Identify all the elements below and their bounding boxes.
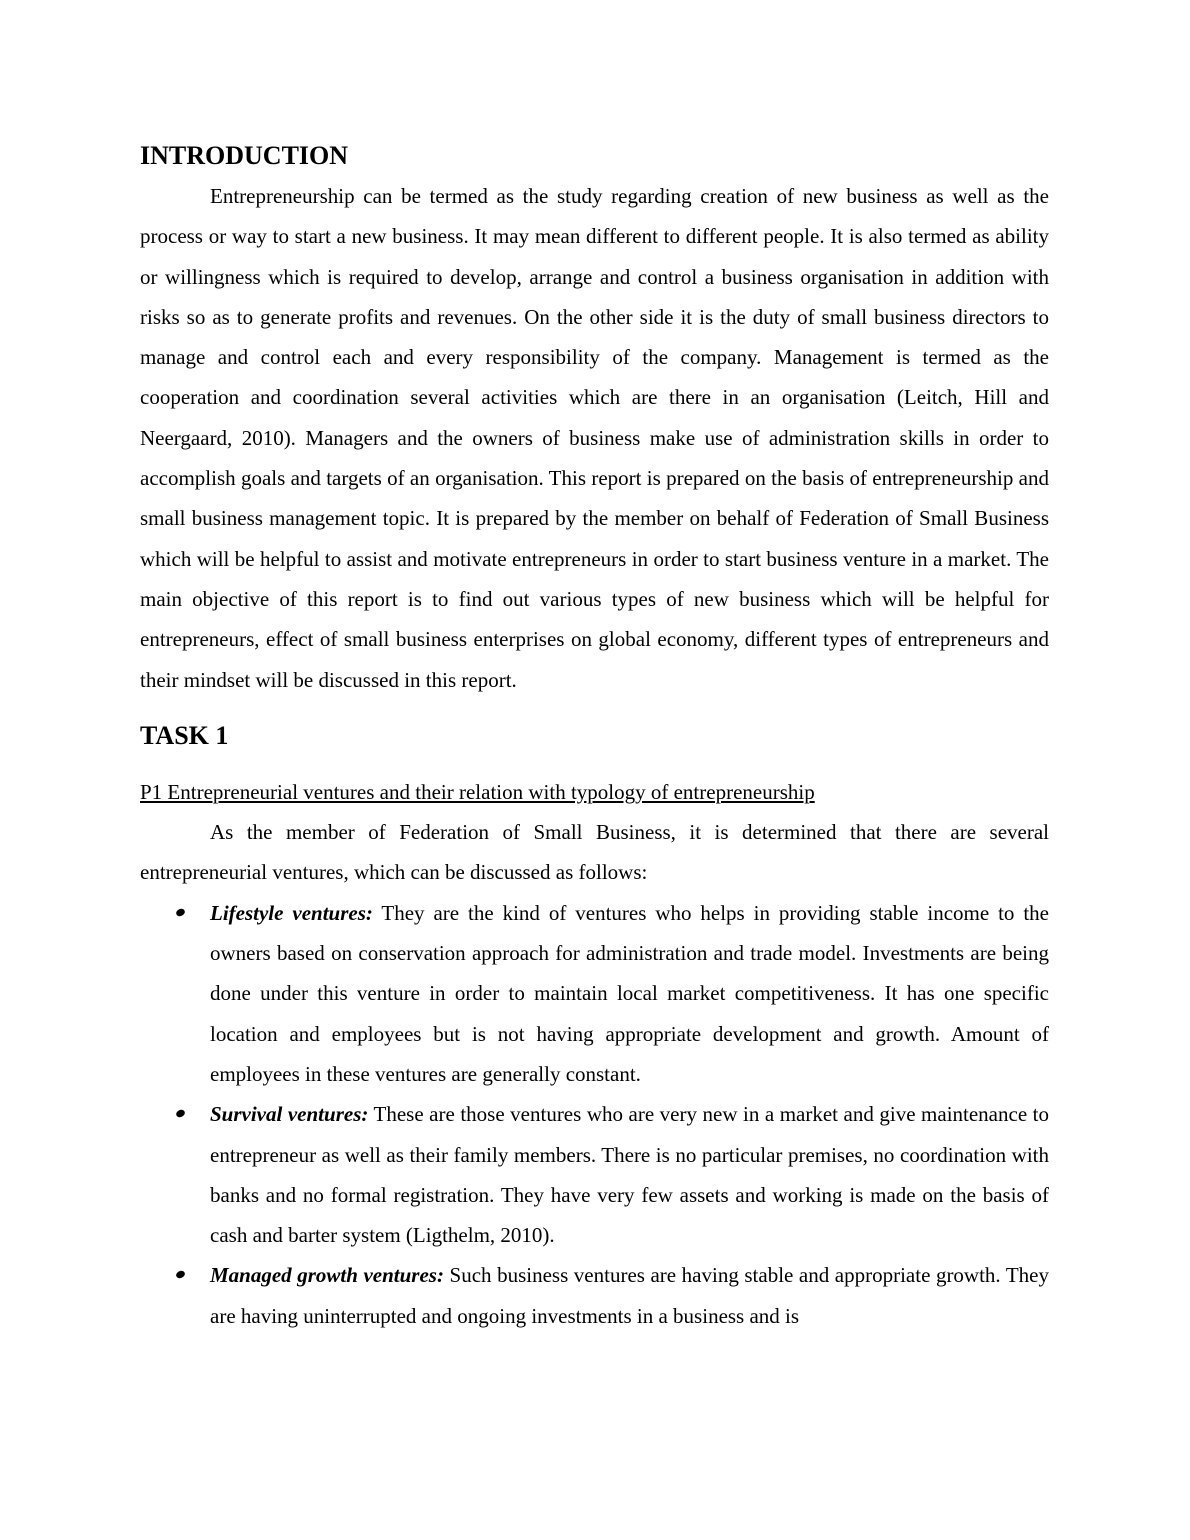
task1-subheading: P1 Entrepreneurial ventures and their relation with typology of entrepreneurship xyxy=(140,779,815,804)
bullet-term: Managed growth ventures: xyxy=(210,1263,444,1288)
introduction-paragraph: Entrepreneurship can be termed as the study regarding creation of new business as well as the process or way to start a new business. It may mean different to different people. It is also termed as ability or willingness which is required to develop, arrange and control a business organisation in addition with risks so as to generate profits and revenues. On the other side it is the duty of small business directors to manage and control each and every responsibility of the company. Management is termed as the cooperation and coordination several activities which are there in an organisation (Leitch, Hill and Neergaard, 2010). Managers and the owners of business make use of administration skills in order to accomplish goals and targets of an organisation. This report is prepared on the basis of entrepreneurship and small business management topic. It is prepared by the member on behalf of Federation of Small Business which will be helpful to assist and motivate entrepreneurs in order to start business venture in a market. The main objective of this report is to find out various types of new business which will be helpful for entrepreneurs, effect of small business enterprises on global economy, different types of entrepreneurs and their mindset will be discussed in this report. xyxy=(140,184,1049,692)
bullet-icon xyxy=(175,907,186,917)
bullet-text: These are those ventures who are very new in a market and give maintenance to entrepreneur as well as their family members. There is no particular premises, no coordination with banks and no formal registration. They have very few assets and working is made on the basis of cash and barter system (Ligthelm, 2010). xyxy=(210,1102,1049,1248)
list-item xyxy=(140,1094,1049,1255)
ventures-list xyxy=(140,893,1049,1336)
list-item xyxy=(140,893,1049,1094)
task1-intro-paragraph: As the member of Federation of Small Business, it is determined that there are several entrepreneurial ventures, which can be discussed as follows: xyxy=(140,820,1049,885)
task1-heading: TASK 1 xyxy=(140,720,229,750)
bullet-text: They are the kind of ventures who helps in providing stable income to the owners based on conservation approach for administration and trade model. Investments are being done under this venture in order to maintain local market competitiveness. It has one specific location and employees but is not having appropriate development and growth. Amount of employees in these ventures are generally constant. xyxy=(210,900,1049,1086)
bullet-term: Survival ventures: xyxy=(210,1102,369,1127)
list-item xyxy=(140,1255,1049,1336)
introduction-heading: INTRODUCTION xyxy=(140,141,349,170)
bullet-term: Lifestyle ventures: xyxy=(210,900,373,925)
bullet-icon xyxy=(175,1109,186,1119)
bullet-icon xyxy=(175,1270,186,1280)
bullet-text: Such business ventures are having stable and appropriate growth. They are having uninterrupted and ongoing investments in a business and is xyxy=(210,1263,1050,1328)
document-page xyxy=(140,138,1049,1336)
